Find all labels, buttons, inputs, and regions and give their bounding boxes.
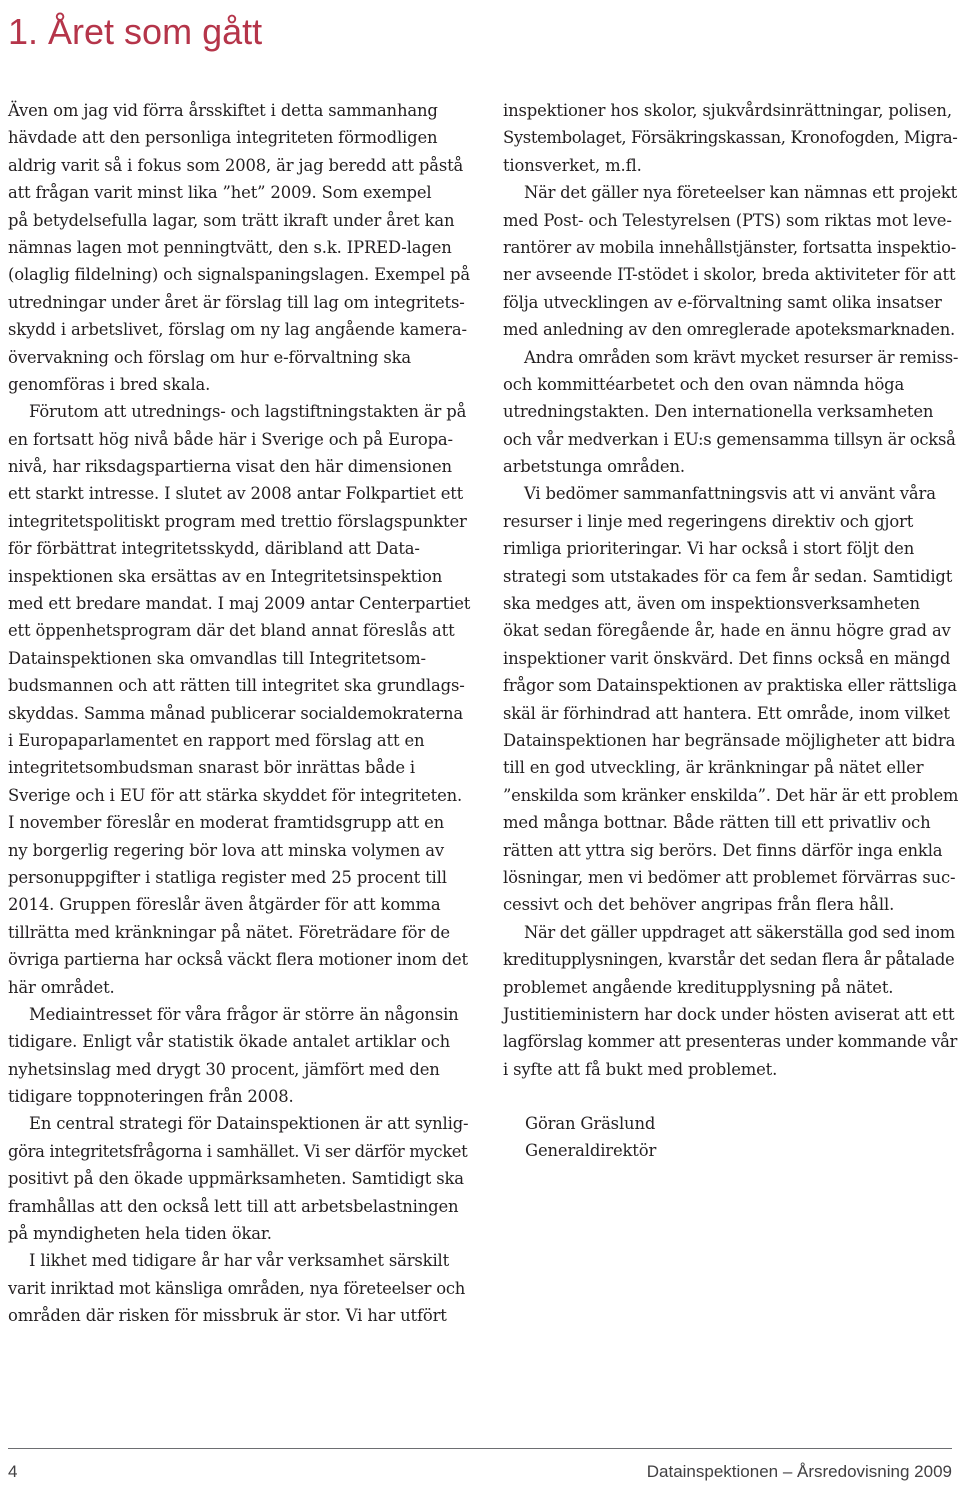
text-line: med många bottnar. Både rätten till ett privatliv och (503, 813, 931, 833)
text-line: rimliga prioriteringar. Vi har också i stort följt den (503, 539, 915, 559)
text-line: inspektionen ska ersättas av en Integritetsinspektion (8, 566, 443, 586)
left-column (8, 97, 470, 1330)
footer-divider (8, 1448, 952, 1449)
text-line: tillrätta med kränkningar på nätet. Företrädare för de (8, 922, 450, 942)
text-line: ökat sedan föregående år, hade en ännu högre grad av (503, 621, 951, 641)
text-line: i Europaparlamentet en rapport med förslag att en (8, 730, 425, 750)
text-line: personuppgifter i statliga register med 25 procent till (8, 867, 447, 887)
text-line: områden där risken för missbruk är stor. Vi har utfört (8, 1306, 447, 1326)
signature-block (503, 1110, 958, 1165)
text-line: övriga partierna har också väckt flera motioner inom det (8, 950, 468, 970)
text-line: ny borgerlig regering bör lova att minska volymen av (8, 840, 444, 860)
text-line: aldrig varit så i fokus som 2008, är jag beredd att påstå (8, 155, 464, 175)
text-line: ett starkt intresse. I slutet av 2008 antar Folkpartiet ett (8, 484, 464, 504)
text-line: Justitieministern har dock under hösten aviserat att ett (503, 1004, 955, 1024)
text-line: Mediaintresset för våra frågor är större än någonsin (29, 1004, 459, 1024)
text-line: ett öppenhetsprogram där det bland annat föreslås att (8, 621, 455, 641)
text-line: på betydelsefulla lagar, som trätt ikraft under året kan (8, 210, 455, 230)
text-line: När det gäller nya företeelser kan nämnas ett projekt (524, 183, 957, 203)
signature-role: Generaldirektör (525, 1141, 657, 1161)
text-line: Vi bedömer sammanfattningsvis att vi använt våra (524, 484, 936, 504)
text-line: arbetstunga områden. (503, 457, 685, 477)
text-line: tidigare toppnoteringen från 2008. (8, 1087, 294, 1107)
text-line: tionsverket, m.fl. (503, 155, 642, 175)
text-line: i syfte att få bukt med problemet. (503, 1059, 778, 1079)
right-column (503, 97, 958, 1165)
text-line: Andra områden som krävt mycket resurser är remiss- (524, 347, 959, 367)
text-line: skydd i arbetslivet, förslag om ny lag angående kamera- (8, 320, 467, 340)
page-title: 1. Året som gått (8, 11, 263, 52)
text-line: ”enskilda som kränker enskilda”. Det här är ett problem (503, 785, 959, 805)
text-line: att frågan varit minst lika ”het” 2009. Som exempel (8, 183, 432, 203)
text-line: varit inriktad mot känsliga områden, nya företeelser och (8, 1278, 466, 1298)
text-line: framhållas att den också lett till att arbetsbelastningen (8, 1196, 459, 1216)
text-line: integritetspolitiskt program med trettio förslagspunkter (8, 511, 467, 531)
text-line: strategi som utstakades för ca fem år sedan. Samtidigt (503, 566, 953, 586)
text-line: Datainspektionen ska omvandlas till Integritetsom- (8, 648, 426, 668)
text-line: nämnas lagen mot penningtvätt, den s.k. IPRED-lagen (8, 237, 452, 257)
right-column-text (503, 97, 958, 1083)
text-line: I november föreslår en moderat framtidsgrupp att en (8, 813, 445, 833)
text-line: nyhetsinslag med drygt 30 procent, jämfört med den (8, 1059, 440, 1079)
text-line: på myndigheten hela tiden ökar. (8, 1224, 272, 1244)
text-line: tidigare. Enligt vår statistik ökade antalet artiklar och (8, 1032, 451, 1052)
text-line: cessivt och det behöver angripas från flera håll. (503, 895, 895, 915)
text-line: Systembolaget, Försäkringskassan, Kronofogden, Migra- (503, 128, 958, 148)
text-line: Även om jag vid förra årsskiftet i detta sammanhang (8, 101, 438, 120)
text-line: utredningstakten. Den internationella verksamheten (503, 402, 934, 422)
footer-publication: Datainspektionen – Årsredovisning 2009 (646, 1462, 952, 1481)
page-number: 4 (8, 1462, 18, 1481)
text-line: Förutom att utrednings- och lagstiftningstakten är på (29, 402, 467, 422)
text-line: lagförslag kommer att presenteras under kommande vår (503, 1032, 958, 1052)
text-line: Datainspektionen har begränsade möjligheter att bidra (503, 730, 956, 750)
text-line: resurser i linje med regeringens direktiv och gjort (503, 511, 914, 531)
text-line: skyddas. Samma månad publicerar socialdemokraterna (8, 703, 463, 723)
text-line: rantörer av mobila innehållstjänster, fortsatta inspektio- (503, 237, 957, 257)
text-line: inspektioner varit önskvärd. Det finns också en mängd (503, 648, 951, 668)
text-line: med Post- och Telestyrelsen (PTS) som riktas mot leve- (503, 210, 952, 230)
text-line: följa utvecklingen av e-förvaltning samt olika insatser (503, 292, 942, 312)
text-line: hävdade att den personliga integriteten förmodligen (8, 128, 438, 148)
text-line: här området. (8, 977, 115, 997)
text-line: ner avseende IT-stödet i skolor, breda aktiviteter för att (503, 265, 956, 285)
text-line: Sverige och i EU för att stärka skyddet för integriteten. (8, 785, 463, 805)
text-line: övervakning och förslag om hur e-förvaltning ska (8, 347, 412, 367)
text-line: problemet angående kreditupplysning på nätet. (503, 977, 894, 997)
text-line: 2014. Gruppen föreslår även åtgärder för att komma (8, 895, 441, 915)
text-line: (olaglig fildelning) och signalspaningslagen. Exempel på (8, 265, 470, 285)
text-line: och vår medverkan i EU:s gemensamma tillsyn är också (503, 429, 956, 449)
text-line: utredningar under året är förslag till lag om integritets- (8, 292, 465, 312)
text-line: positivt på den ökade uppmärksamheten. Samtidigt ska (8, 1169, 464, 1189)
text-line: en fortsatt hög nivå både här i Sverige och på Europa- (8, 429, 453, 449)
text-line: kreditupplysningen, kvarstår det sedan flera år påtalade (503, 950, 955, 970)
text-line: En central strategi för Datainspektionen är att synlig- (29, 1114, 469, 1134)
text-line: När det gäller uppdraget att säkerställa god sed inom (524, 922, 955, 942)
text-line: och kommittéarbetet och den ovan nämnda höga (503, 374, 905, 394)
text-line: ska medges att, även om inspektionsverksamheten (503, 594, 920, 614)
signature-name: Göran Gräslund (525, 1114, 656, 1134)
text-line: med ett bredare mandat. I maj 2009 antar Centerpartiet (8, 594, 471, 614)
text-line: I likhet med tidigare år har vår verksamhet särskilt (29, 1251, 450, 1271)
text-line: rätten att yttra sig berörs. Det finns därför inga enkla (503, 840, 943, 860)
text-line: budsmannen och att rätten till integritet ska grundlags- (8, 676, 465, 696)
text-line: göra integritetsfrågorna i samhället. Vi ser därför mycket (8, 1141, 468, 1161)
text-line: till en god utveckling, är kränkningar på nätet eller (503, 758, 924, 778)
text-line: frågor som Datainspektionen av praktiska eller rättsliga (503, 676, 957, 696)
text-line: lösningar, men vi bedömer att problemet förvärras suc- (503, 867, 956, 887)
text-line: för förbättrat integritetsskydd, däribland att Data- (8, 539, 420, 559)
text-line: nivå, har riksdagspartierna visat den här dimensionen (8, 457, 452, 477)
text-line: genomföras i bred skala. (8, 374, 211, 394)
text-line: inspektioner hos skolor, sjukvårdsinrättningar, polisen, (503, 101, 952, 120)
text-line: med anledning av den omreglerade apoteksmarknaden. (503, 320, 955, 340)
text-line: skäl är förhindrad att hantera. Ett område, inom vilket (503, 703, 950, 723)
text-line: integritetsombudsman snarast bör inrättas både i (8, 758, 416, 778)
